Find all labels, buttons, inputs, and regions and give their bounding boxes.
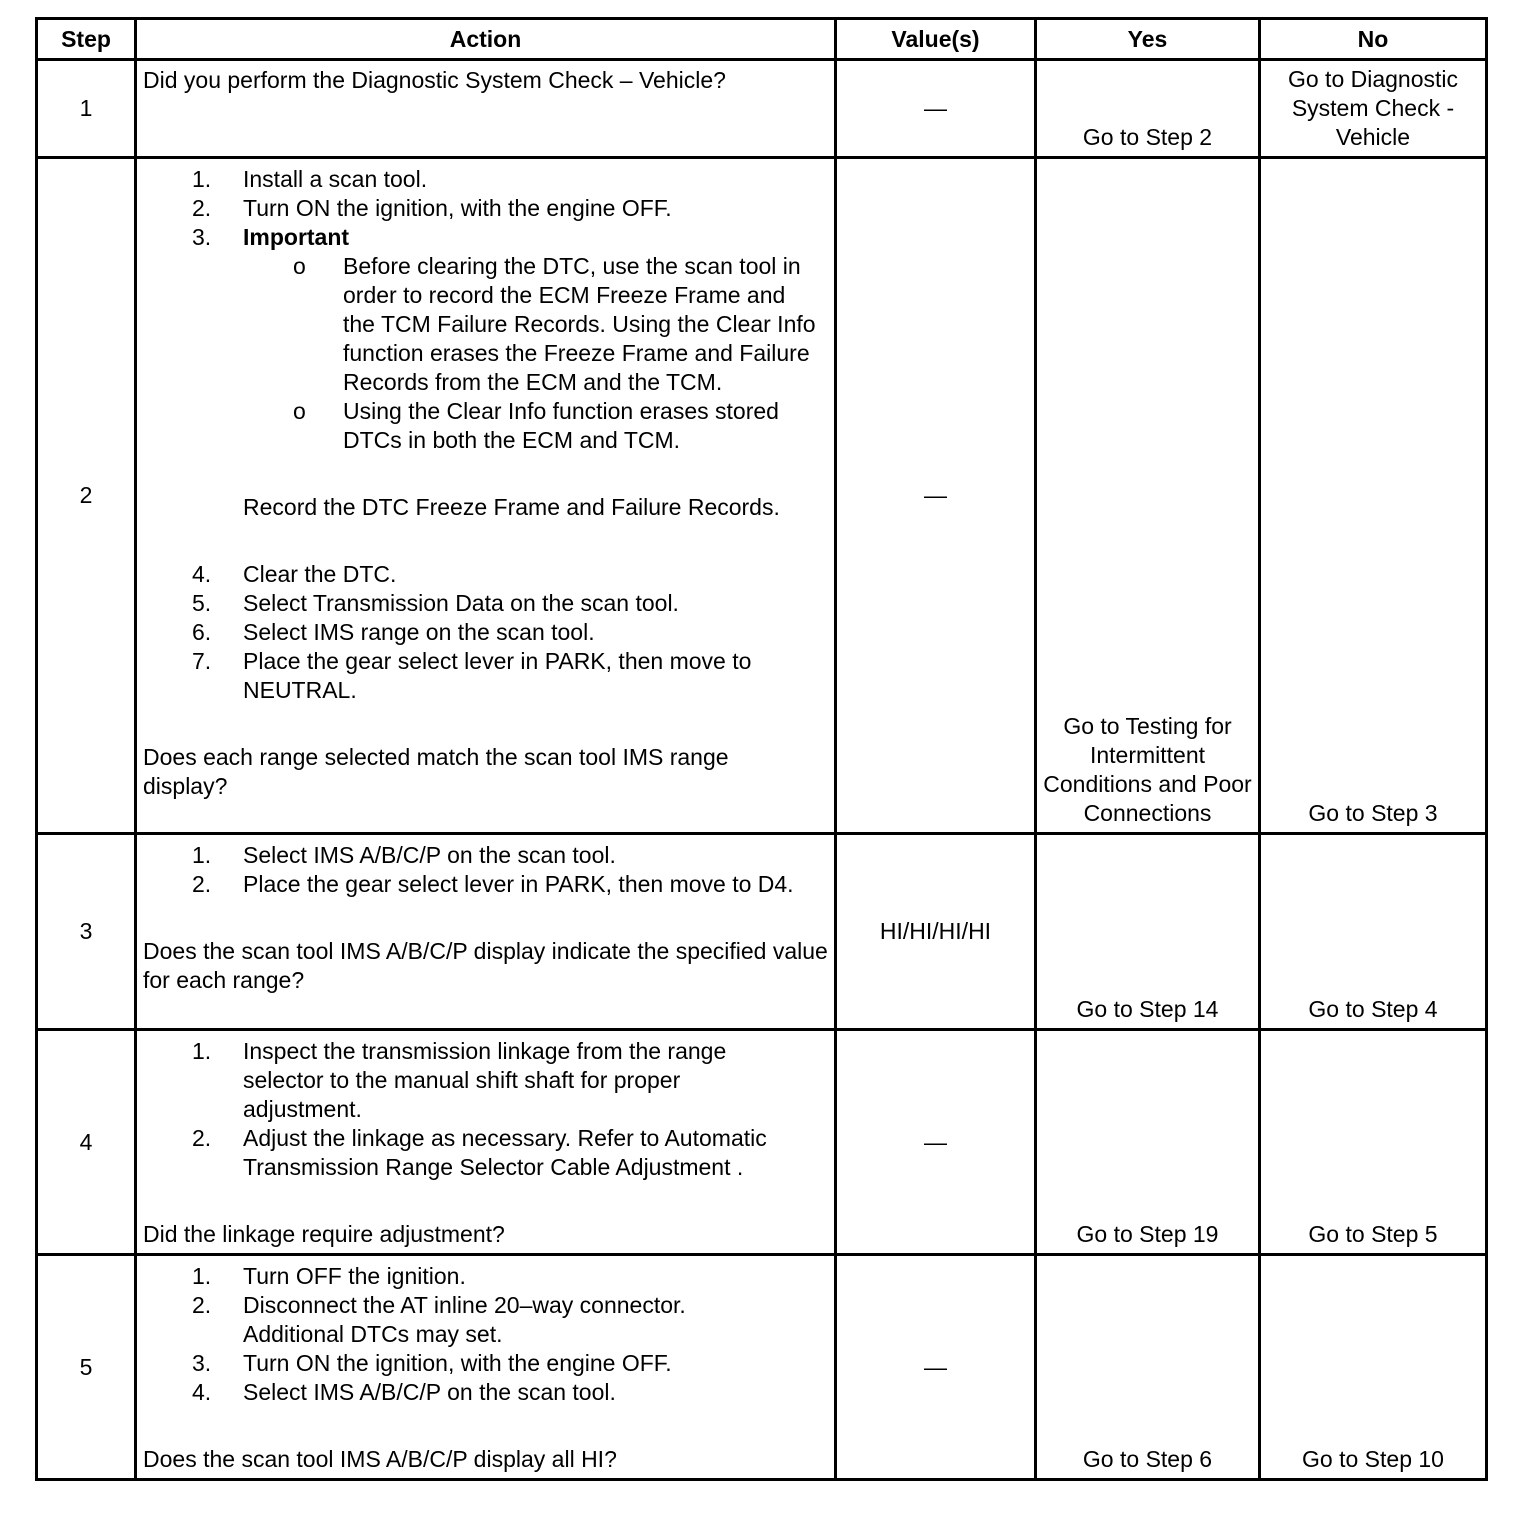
no-cell xyxy=(1260,158,1487,834)
item-number: 1. xyxy=(192,1263,212,1289)
item-number: 2. xyxy=(192,871,212,897)
list-item xyxy=(143,1291,828,1349)
important-label: Important xyxy=(243,224,350,250)
item-number: 5. xyxy=(192,590,212,616)
action-question: Does the scan tool IMS A/B/C/P display indicate the specified value for each range? xyxy=(143,938,828,993)
step-number: 3 xyxy=(37,834,136,1030)
header-yes: Yes xyxy=(1036,19,1260,60)
list-item xyxy=(143,1349,828,1378)
bullet-item xyxy=(143,397,828,455)
action-cell xyxy=(136,1255,836,1480)
important-note: Record the DTC Freeze Frame and Failure Records. xyxy=(243,494,780,520)
yes-link[interactable]: Go to Step 19 xyxy=(1076,1221,1219,1247)
action-cell xyxy=(136,60,836,158)
list-item xyxy=(143,589,828,618)
list-item xyxy=(143,1262,828,1291)
table-row xyxy=(37,60,1487,158)
bullet-mark: o xyxy=(293,398,306,424)
yes-cell xyxy=(1036,1255,1260,1480)
yes-cell xyxy=(1036,60,1260,158)
header-action: Action xyxy=(136,19,836,60)
no-link[interactable]: Go to Step 5 xyxy=(1308,1221,1438,1247)
no-cell xyxy=(1260,1030,1487,1255)
yes-link[interactable]: Go to Testing for Intermittent Conditions and Poor Connections xyxy=(1043,713,1252,826)
list-item xyxy=(143,194,828,223)
yes-cell xyxy=(1036,1030,1260,1255)
item-number: 3. xyxy=(192,1350,212,1376)
bullet-text: Before clearing the DTC, use the scan tool in order to record the ECM Freeze Frame and the TCM Failure Records. Using the Clear Info function erases the Freeze Frame and Failure Records from the ECM and the TCM. xyxy=(343,253,816,395)
step-number: 2 xyxy=(37,158,136,834)
table-row xyxy=(37,1255,1487,1480)
value-cell: HI/HI/HI/HI xyxy=(836,834,1036,1030)
value-cell: — xyxy=(836,60,1036,158)
item-number: 6. xyxy=(192,619,212,645)
list-item xyxy=(143,647,828,705)
value-cell: — xyxy=(836,1255,1036,1480)
yes-link[interactable]: Go to Step 6 xyxy=(1082,1446,1213,1472)
item-text: Clear the DTC. xyxy=(243,561,397,587)
no-cell xyxy=(1260,834,1487,1030)
step-number: 1 xyxy=(37,60,136,158)
value-cell: — xyxy=(836,1030,1036,1255)
list-item xyxy=(143,165,828,194)
item-number: 4. xyxy=(192,1379,212,1405)
item-text: Adjust the linkage as necessary. Refer to Automatic Transmission Range Selector Cable Adjustment . xyxy=(243,1125,767,1180)
list-item xyxy=(143,223,828,252)
list-item xyxy=(143,1124,828,1182)
list-item xyxy=(143,560,828,589)
item-text: Select Transmission Data on the scan tool. xyxy=(243,590,679,616)
action-question: Did the linkage require adjustment? xyxy=(143,1221,505,1247)
yes-link[interactable]: Go to Step 14 xyxy=(1076,996,1219,1022)
action-question: Does each range selected match the scan tool IMS range display? xyxy=(143,744,729,799)
header-step: Step xyxy=(37,19,136,60)
item-number: 1. xyxy=(192,842,212,868)
list-item xyxy=(143,870,828,899)
no-link[interactable]: Go to Diagnostic System Check - Vehicle xyxy=(1287,66,1459,150)
value-cell: — xyxy=(836,158,1036,834)
action-cell xyxy=(136,158,836,834)
item-text: Inspect the transmission linkage from the range selector to the manual shift shaft for proper adjustment. xyxy=(243,1038,727,1122)
diagnostic-table xyxy=(35,17,1488,1481)
table-row xyxy=(37,158,1487,834)
list-item xyxy=(143,1037,828,1124)
yes-link[interactable]: Go to Step 2 xyxy=(1082,124,1213,150)
no-cell xyxy=(1260,1255,1487,1480)
item-text: Select IMS A/B/C/P on the scan tool. xyxy=(243,1379,616,1405)
item-text: Install a scan tool. xyxy=(243,166,428,192)
bullet-item xyxy=(143,252,828,397)
item-number: 7. xyxy=(192,648,212,674)
step-number: 4 xyxy=(37,1030,136,1255)
item-text: Place the gear select lever in PARK, then move to D4. xyxy=(243,871,794,897)
no-link[interactable]: Go to Step 3 xyxy=(1308,800,1438,826)
item-text: Turn OFF the ignition. xyxy=(243,1263,466,1289)
list-item xyxy=(143,1378,828,1407)
list-item xyxy=(143,841,828,870)
item-number: 4. xyxy=(192,561,212,587)
table-row xyxy=(37,1030,1487,1255)
bullet-text: Using the Clear Info function erases stored DTCs in both the ECM and TCM. xyxy=(343,398,779,453)
header-no: No xyxy=(1260,19,1487,60)
header-values: Value(s) xyxy=(836,19,1036,60)
item-number: 2. xyxy=(192,1292,212,1318)
action-cell xyxy=(136,834,836,1030)
item-text: Turn ON the ignition, with the engine OFF. xyxy=(243,1350,672,1376)
no-cell xyxy=(1260,60,1487,158)
bullet-mark: o xyxy=(293,253,306,279)
yes-cell xyxy=(1036,834,1260,1030)
yes-cell xyxy=(1036,158,1260,834)
item-text: Select IMS A/B/C/P on the scan tool. xyxy=(243,842,616,868)
item-number: 2. xyxy=(192,1125,212,1151)
no-link[interactable]: Go to Step 10 xyxy=(1302,1446,1444,1472)
action-question: Did you perform the Diagnostic System Check – Vehicle? xyxy=(143,67,726,93)
item-number: 1. xyxy=(192,166,212,192)
header-row xyxy=(37,19,1487,60)
item-number: 2. xyxy=(192,195,212,221)
no-link[interactable]: Go to Step 4 xyxy=(1308,996,1438,1022)
item-text: Place the gear select lever in PARK, then move to NEUTRAL. xyxy=(243,648,752,703)
item-number: 3. xyxy=(192,224,212,250)
step-number: 5 xyxy=(37,1255,136,1480)
action-cell xyxy=(136,1030,836,1255)
list-item xyxy=(143,618,828,647)
table-row xyxy=(37,834,1487,1030)
item-text: Disconnect the AT inline 20–way connector. Additional DTCs may set. xyxy=(243,1292,686,1347)
item-text: Turn ON the ignition, with the engine OFF. xyxy=(243,195,672,221)
item-number: 1. xyxy=(192,1038,212,1064)
action-question: Does the scan tool IMS A/B/C/P display all HI? xyxy=(143,1446,617,1472)
item-text: Select IMS range on the scan tool. xyxy=(243,619,595,645)
